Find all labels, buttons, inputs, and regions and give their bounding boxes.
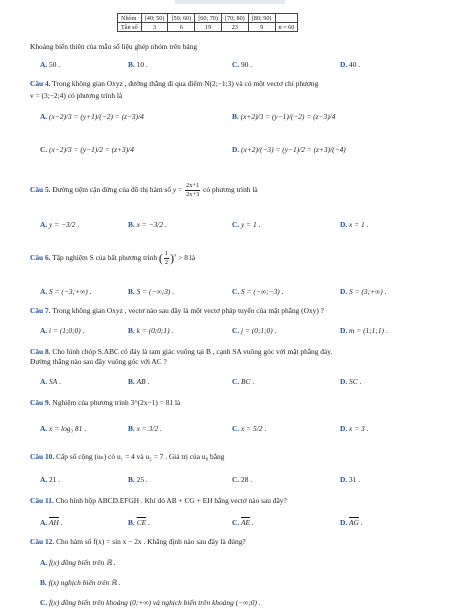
table-cell: 23 xyxy=(221,23,248,32)
option-d[interactable]: D. S = (3;+∞) . xyxy=(340,287,387,296)
option-b[interactable]: B. S = (−∞;3) . xyxy=(128,287,175,296)
option-a[interactable]: A. y = −3/2 . xyxy=(40,220,80,229)
option-c[interactable]: C. 28 . xyxy=(232,475,253,484)
table-row xyxy=(118,14,298,23)
option-c[interactable]: C. 90 . xyxy=(232,60,253,69)
option-d[interactable]: D. (x+2)/(−3) = (y−1)/2 = (z+3)/(−4) xyxy=(232,145,346,154)
frequency-table xyxy=(117,13,298,32)
question-4-line2: v = (3;−2;4) có phương trình là xyxy=(30,91,123,100)
question-11: Câu 11. Cho hình hộp ABCD.EFGH . Khi đó AB + CG + EH bằng vectơ nào sau đây? xyxy=(30,496,287,505)
option-c[interactable]: C. f(x) đồng biến trên khoảng (0;+∞) và nghịch biến trên khoảng (−∞;0) . xyxy=(40,598,261,607)
option-a[interactable]: A. 21 . xyxy=(40,475,61,484)
table-cell: 19 xyxy=(195,23,222,32)
option-c[interactable]: C. S = (−∞;−3) . xyxy=(232,287,284,296)
option-b[interactable]: B. f(x) nghịch biến trên ℝ . xyxy=(40,578,121,587)
option-b[interactable]: B. x = 3/2 . xyxy=(128,424,162,433)
question-5: Câu 5. Đường tiệm cận đứng của đồ thị hàm số y = $\frac{2x+1}{2x+3}$ có phương trình là xyxy=(30,182,258,198)
table-cell: Nhóm xyxy=(118,14,142,23)
option-c[interactable]: C. y = 1 . xyxy=(232,220,261,229)
table-row xyxy=(118,23,298,32)
option-a[interactable]: A. i = (1;0;0) . xyxy=(40,326,85,335)
option-c[interactable]: C. (x−2)/3 = (y−1)/2 = (z+3)/4 xyxy=(40,145,134,154)
option-c[interactable]: C. x = 5/2 . xyxy=(232,424,267,433)
table-cell xyxy=(275,14,298,23)
option-c[interactable]: C. j = (0;1;0) . xyxy=(232,326,277,335)
table-cell: 9 xyxy=(248,23,275,32)
question-12: Câu 12. Cho hàm số f(x) = sin x − 2x . Khẳng định nào sau đây là đúng? xyxy=(30,537,246,546)
table-cell: Tần số xyxy=(118,23,142,32)
question-7: Câu 7. Trong không gian Oxyz , vectơ nào sau đây là một vectơ pháp tuyến của mặt phẳng (Oxy) ? xyxy=(30,306,324,315)
option-c[interactable]: C. $\overline{AE}$ . xyxy=(232,518,254,527)
option-d[interactable]: D. SC . xyxy=(340,377,362,386)
option-b[interactable]: B. x = −3/2 . xyxy=(128,220,167,229)
option-b[interactable]: B. (x+2)/3 = (y−1)/(−2) = (z−3)/4 xyxy=(232,112,336,121)
option-a[interactable]: A. $\overline{AH}$ . xyxy=(40,518,63,527)
table-cell: [70; 80) xyxy=(221,14,248,23)
option-b[interactable]: B. 25 . xyxy=(128,475,148,484)
question-9: Câu 9. Nghiệm của phương trình 3^(2x−1) = 81 là xyxy=(30,398,181,407)
option-d[interactable]: D. x = 3 . xyxy=(340,424,369,433)
option-a[interactable]: A. x = log₃ 81 . xyxy=(40,424,86,433)
table-cell: [50; 60) xyxy=(168,14,195,23)
question-8: Câu 8. Cho hình chóp S.ABC có đáy là tam giác vuông tại B , cạnh SA vuông góc với mặt phẳng đáy. xyxy=(30,347,333,356)
option-d[interactable]: D. 40 . xyxy=(340,60,361,69)
formula: (x+2)/3 = (y−1)/(−2) = (z−3)/4 xyxy=(240,112,336,121)
option-a[interactable]: A. SA . xyxy=(40,377,61,386)
question-text: Khoảng biến thiên của mẫu số liệu ghép nhóm trên bảng xyxy=(30,42,198,51)
table-cell: [40; 50) xyxy=(141,14,168,23)
option-b[interactable]: B. $\overline{CE}$ . xyxy=(128,518,150,527)
fraction: $\frac{2x+1}{2x+3}$ xyxy=(186,182,200,198)
formula: (x−2)/3 = (y−1)/2 = (z+3)/4 xyxy=(49,145,134,154)
option-a[interactable]: A. (x−2)/3 = (y+1)/(−2) = (z−3)/4 xyxy=(40,112,144,121)
option-d[interactable]: D. 31 . xyxy=(340,475,361,484)
formula: (x+2)/(−3) = (y−1)/2 = (z+3)/(−4) xyxy=(241,145,346,154)
table-cell: [80; 90) xyxy=(248,14,275,23)
question-10: Câu 10. Cấp số cộng (uₙ) có u₁ = 4 và u₂ = 7 . Giá trị của u₈ bằng xyxy=(30,452,225,461)
option-b[interactable]: B. 10 . xyxy=(128,60,148,69)
question-8-line2: Đường thẳng nào sau đây vuông góc với AC ? xyxy=(30,357,167,366)
header-strip xyxy=(175,0,285,4)
option-d[interactable]: D. $\overline{AG}$ . xyxy=(340,518,363,527)
option-a[interactable]: A. f(x) đồng biến trên ℝ . xyxy=(40,558,116,567)
table-cell: n = 60 xyxy=(275,23,298,32)
option-d[interactable]: D. x = 1 . xyxy=(340,220,369,229)
option-a[interactable]: A. S = (−3;+∞) . xyxy=(40,287,92,296)
option-a[interactable]: A. 50 . xyxy=(40,60,61,69)
formula: (x−2)/3 = (y+1)/(−2) = (z−3)/4 xyxy=(49,112,144,121)
question-4: Câu 4. Trong không gian Oxyz , đường thẳng đi qua điểm N(2;−1;3) và có một vectơ chỉ phương xyxy=(30,79,319,88)
option-b[interactable]: B. AB . xyxy=(128,377,150,386)
option-b[interactable]: B. k = (0;0;1) . xyxy=(128,326,174,335)
table-cell: 6 xyxy=(168,23,195,32)
question-6: Câu 6. Tập nghiệm S của bất phương trình ( $\frac{1}{2}$ )$^x$ > 8 là xyxy=(30,250,196,266)
option-c[interactable]: C. BC . xyxy=(232,377,255,386)
option-d[interactable]: D. m = (1;1;1) . xyxy=(340,326,388,335)
table-cell: 3 xyxy=(141,23,168,32)
table-cell: [60; 70) xyxy=(195,14,222,23)
